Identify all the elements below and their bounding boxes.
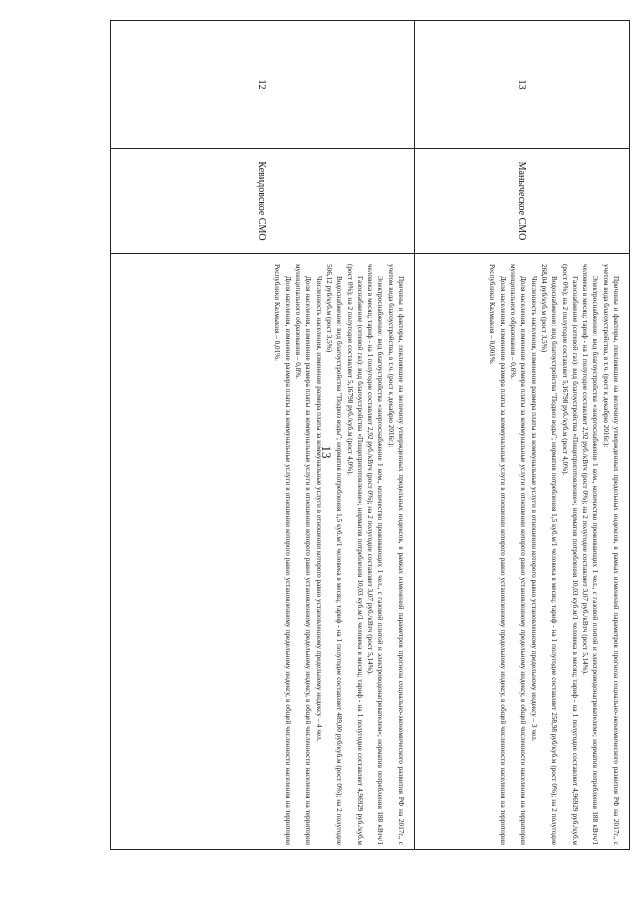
description-paragraph: Водоснабжение: вид благоустройства "Подвоз воды"; норматив потребления 1,5 куб.м/1 человека в месяц; тариф - на 1 полугодие составляет 489,00 руб/куб.м (рост 0%); на 2 полугодие 506,12 руб/куб.м (рост 3,5%): [324, 264, 344, 845]
row-number-cell: [110, 21, 414, 149]
description-paragraph: Доля населения, изменение размера платы за коммунальные услуги в отношении которого равно установленному предельному индексу, в общей численности населения на территории муниципального образования – 0,6%.: [509, 264, 528, 845]
description-cell: [110, 254, 414, 850]
table-row: [110, 21, 414, 849]
description-cell: [415, 254, 629, 850]
row-number: 13: [516, 79, 528, 90]
description-paragraph: Газоснабжение (сетевой газ): вид благоустройства «Пищеприготовление»; норматив потребления 10,03 куб.м/1 человека в месяц; тариф - на 1 полугодие составляет 4,96929 руб./куб.м (рост 0%); на 2 полугодие составляет 5,16798 руб./куб.м (рост 4,0%).: [560, 264, 579, 845]
description-paragraph: Причины и факторы, повлиявшие на величину утвержденных предельных индексов, в рамках изменений параметров прогноза социально-экономического развития РФ на 2017г., с учетом вида благоустройства, в т.ч. (рост к декабрю 2016г.):: [601, 264, 620, 845]
description-paragraph: Доля населения, изменение размера платы за коммунальные услуги в отношении которого равно установленному предельному индексу, в общей численности населения на территории Республики Калмыкия – 0,001%.: [488, 264, 507, 845]
description-paragraph: Электроснабжение: вид благоустройства «энергоснабжение 1 ком., количество проживающих 1 чел., с газовой плитой и электроводонагревателем»; норматив потребления 188 кВтч/1 человека в месяц; тариф - на 1 полугодие составляет 2,92 руб./кВтч (рост 0%); на 2 полугодие составляет 3,07 руб./кВтч (рост 5,14%).: [366, 264, 385, 845]
description-paragraph: Численность населения, изменение размера платы за коммунальные услуги в отношении которого равно установленному предельному индексу – 4 чел.: [314, 276, 323, 742]
document-table: [110, 20, 630, 850]
municipality-name: Маныческое СМО: [516, 161, 528, 241]
municipality-cell: [415, 149, 629, 254]
row-number: 12: [256, 79, 267, 90]
description-paragraph: Причины и факторы, повлиявшие на величину утвержденных предельных индексов, в рамках изменений параметров прогноза социально-экономического развития РФ на 2017г., с учетом вида благоустройства, в т.ч. (рост к декабрю 2016г.):: [386, 264, 405, 845]
row-number-cell: [415, 21, 629, 149]
municipality-name: Кевидовское СМО: [256, 161, 267, 241]
description-paragraph: Доля населения, изменение размера платы за коммунальные услуги в отношении которого равно установленному предельному индексу, в общей численности населения на территории Республики Калмыкия – 0,01%.: [273, 264, 292, 845]
document-table-wrapper: [110, 20, 630, 850]
description-paragraph: Водоснабжение: вид благоустройства "Подвоз воды"; норматив потребления 1,5 куб.м/1 человека в месяц; тариф - на 1 полугодие составляет 258,98 руб/куб.м (рост 0%); на 2 полугодие 268,04 руб/куб.м (рост 3,5%): [539, 264, 559, 845]
page-number: 13: [319, 445, 334, 459]
description-paragraph: Газоснабжение (сетевой газ): вид благоустройства «Пищеприготовление»; норматив потребления 10,03 куб.м/1 человека в месяц; тариф - на 1 полугодие составляет 4,96929 руб./куб.м (рост 0%); на 2 полугодие составляет 5,16798 руб./куб.м (рост 4,0%).: [345, 264, 364, 845]
municipality-cell: [110, 149, 414, 254]
description-paragraph: Доля населения, изменение размера платы за коммунальные услуги в отношении которого равно установленному предельному индексу, в общей численности населения на территории муниципального образования – 0,8%.: [294, 264, 313, 845]
description-paragraph: Численность населения, изменение размера платы за коммунальные услуги в отношении которого равно установленному предельному индексу – 3 чел.: [529, 276, 538, 742]
table-row: [414, 21, 629, 849]
description-paragraph: Электроснабжение: вид благоустройства «энергоснабжение 1 ком., количество проживающих 1 чел., с газовой плитой и электроводонагревателем»; норматив потребления 188 кВтч/1 человека в месяц; тариф - на 1 полугодие составляет 2,92 руб./кВтч (рост 0%); на 2 полугодие составляет 3,07 руб./кВтч (рост 5,14%).: [581, 264, 600, 845]
